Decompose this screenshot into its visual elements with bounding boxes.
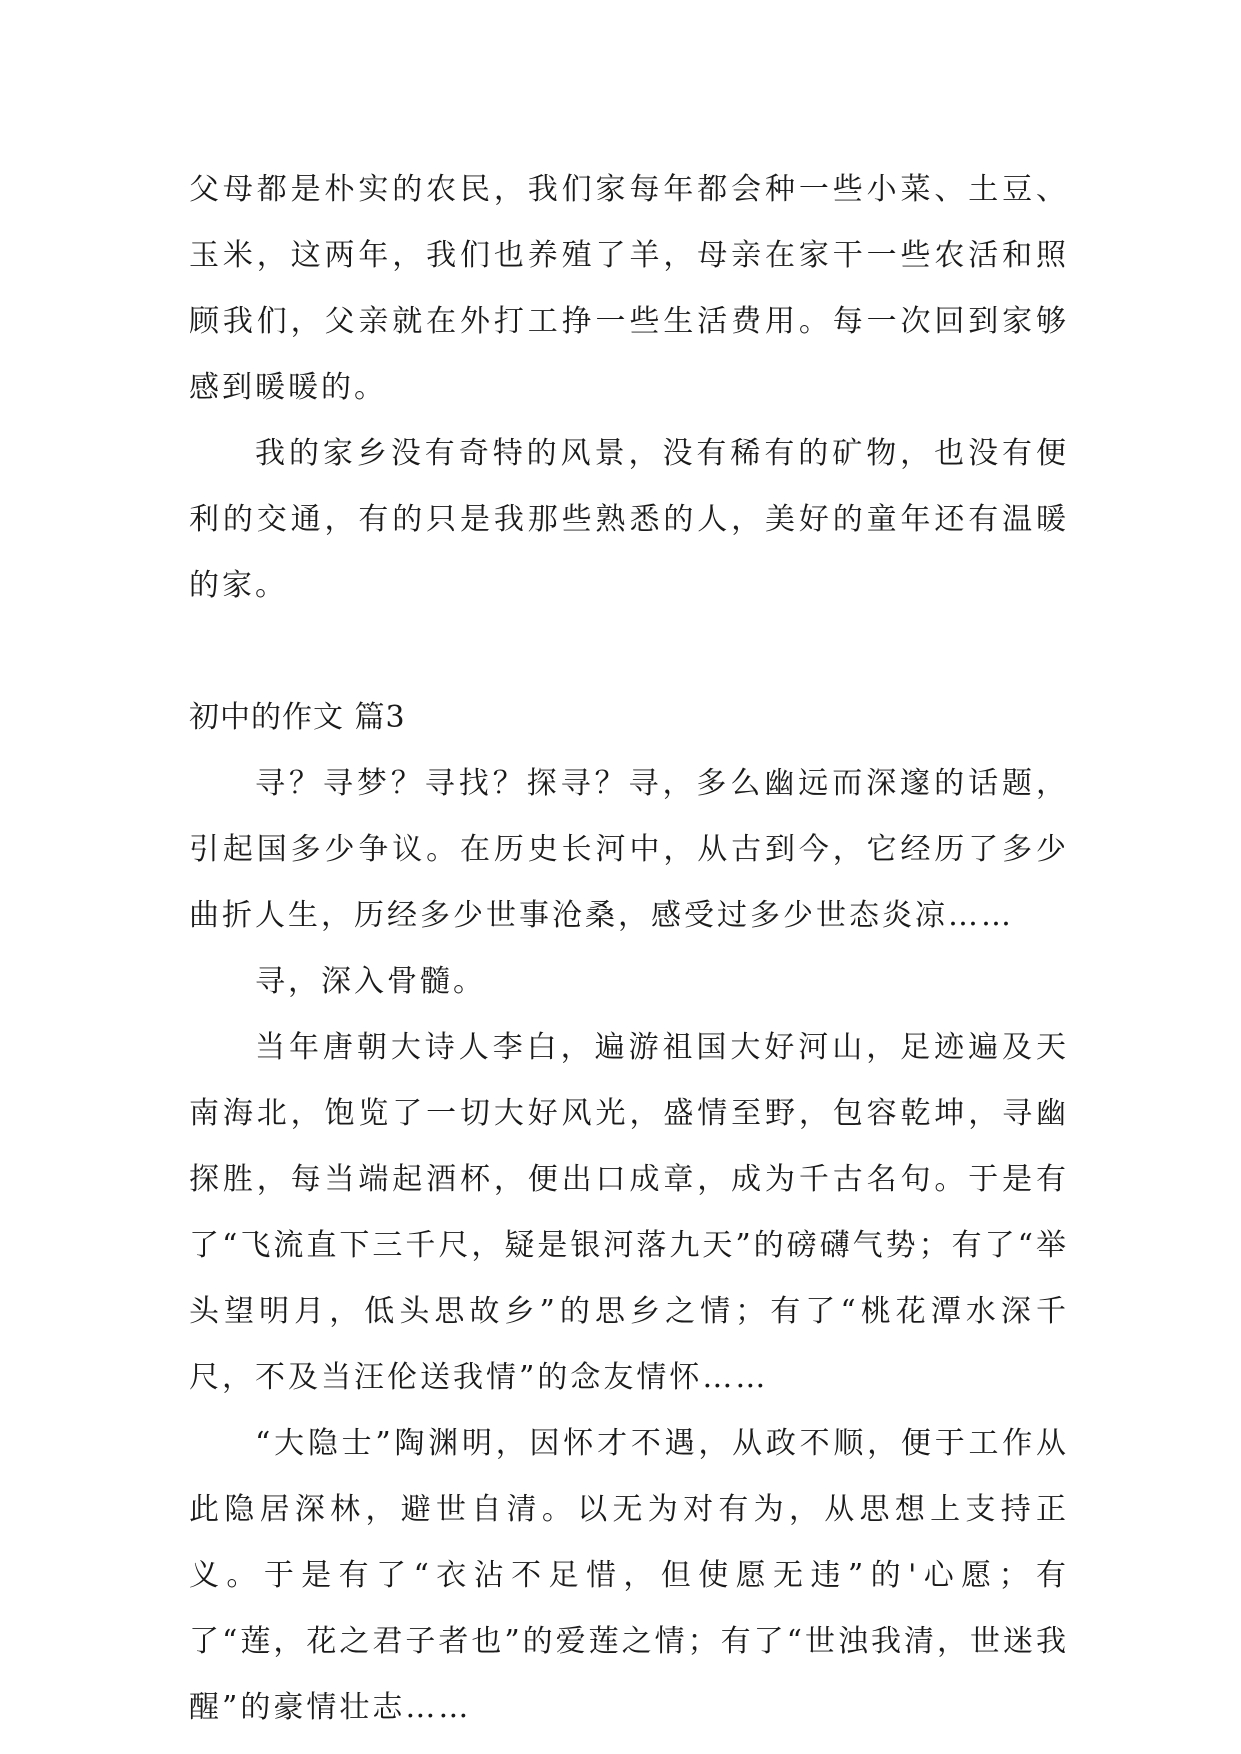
section-gap <box>189 619 1069 685</box>
essay-heading: 初中的作文 篇3 <box>189 700 406 735</box>
document-body <box>189 157 1069 1741</box>
paragraph-li-bai: 当年唐朝大诗人李白，遍游祖国大好河山，足迹遍及天南海北，饱览了一切大好风光，盛情至野，包容乾坤，寻幽探胜，每当端起酒杯，便出口成章，成为千古名句。于是有了“飞流直下三千尺，疑是银河落九天”的磅礴气势；有了“举头望明月，低头思故乡”的思乡之情；有了“桃花潭水深千尺，不及当汪伦送我情”的念友情怀…… <box>189 1030 1070 1395</box>
paragraph-tao-yuanming: “大隐士”陶渊明，因怀才不遇，从政不顺，便于工作从此隐居深林，避世自清。以无为对有为，从思想上支持正义。于是有了“衣沾不足惜，但使愿无违”的'心愿；有了“莲，花之君子者也”的爱莲之情；有了“世浊我清，世迷我醒”的豪情壮志…… <box>189 1426 1070 1725</box>
paragraph-family: 父母都是朴实的农民，我们家每年都会种一些小菜、土豆、玉米，这两年，我们也养殖了羊，母亲在家干一些农活和照顾我们，父亲就在外打工挣一些生活费用。每一次回到家够感到暖暖的。 <box>189 172 1069 405</box>
paragraph-hometown: 我的家乡没有奇特的风景，没有稀有的矿物，也没有便利的交通，有的只是我那些熟悉的人，美好的童年还有温暖的家。 <box>189 436 1069 603</box>
paragraph-seek-intro: 寻？寻梦？寻找？探寻？寻，多么幽远而深邃的话题，引起国多少争议。在历史长河中，从古到今，它经历了多少曲折人生，历经多少世事沧桑，感受过多少世态炎凉…… <box>189 766 1069 933</box>
paragraph-seek-short: 寻，深入骨髓。 <box>255 964 486 999</box>
